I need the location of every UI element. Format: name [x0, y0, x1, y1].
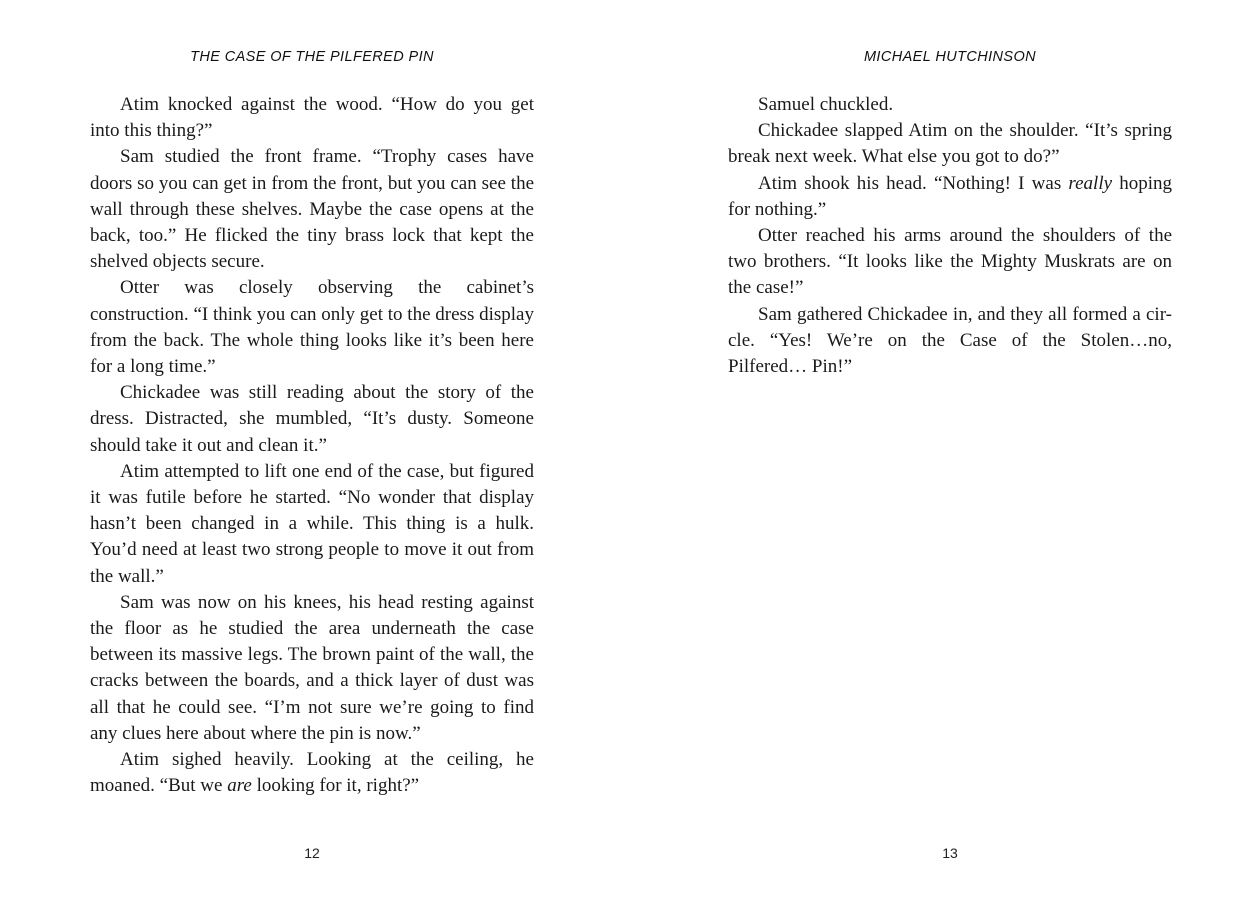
running-head-author: MICHAEL HUTCHINSON [863, 49, 1037, 65]
paragraph: Otter reached his arms around the shoulders of the two brothers. “It looks like the Mighty Muskrats are on the case!” [728, 225, 1172, 299]
right-page [728, 0, 1172, 900]
body-text [90, 92, 534, 799]
paragraph: Sam studied the front frame. “Trophy cases have doors so you can get in from the front, but you can see the wall through these shelves. Maybe the case opens at the back, too.” He flicked the tiny brass lock that kept the shelved objects secure. [90, 146, 534, 273]
emphasis-text: are [227, 775, 252, 797]
paragraph-text: looking for it, right?” [251, 775, 420, 797]
paragraph [90, 747, 534, 799]
running-head-title: THE CASE OF THE PILFERED PIN [190, 49, 434, 65]
paragraph-text: Atim shook his head. “Nothing! I was [758, 172, 1069, 194]
paragraph: Otter was closely observing the cabinet’s construction. “I think you can only get to the dress display from the back. The whole thing looks like it’s been here for a long time.” [90, 277, 534, 378]
paragraph: Samuel chuckled. [758, 94, 894, 115]
paragraph [728, 171, 1172, 223]
paragraph: Chickadee slapped Atim on the shoulder. “It’s spring break next week. What else you got to do?” [728, 120, 1172, 168]
paragraph: Sam was now on his knees, his head resting against the floor as he studied the area underneath the case between its massive legs. The brown paint of the wall, the cracks between the boards, and a thick layer of dust was all that he could see. “I’m not sure we’re going to find any clues here about where the pin is now.” [90, 591, 534, 744]
page-number: 13 [942, 845, 958, 861]
paragraph: Atim knocked against the wood. “How do you get into this thing?” [90, 94, 534, 142]
body-text [728, 92, 1172, 380]
left-page [90, 0, 534, 900]
page-number: 12 [304, 845, 320, 861]
paragraph: Atim attempted to lift one end of the case, but figured it was futile before he started. “No wonder that display hasn’t been changed in a while. This thing is a hulk. You’d need at least two strong people to move it out from the wall.” [90, 460, 534, 587]
emphasis-text: really [1068, 172, 1113, 194]
paragraph: Sam gathered Chickadee in, and they all formed a cir-cle. “Yes! We’re on the Case of the Stolen…no, Pilfered… Pin!” [728, 303, 1172, 378]
paragraph: Chickadee was still reading about the story of the dress. Distracted, she mumbled, “It’s dusty. Someone should take it out and clean it.” [90, 382, 534, 456]
paragraph-text: hoping for nothing.” [728, 172, 1173, 220]
paragraph-text: Atim sighed heavily. Looking at the ceiling, he moaned. “But we [90, 749, 534, 797]
